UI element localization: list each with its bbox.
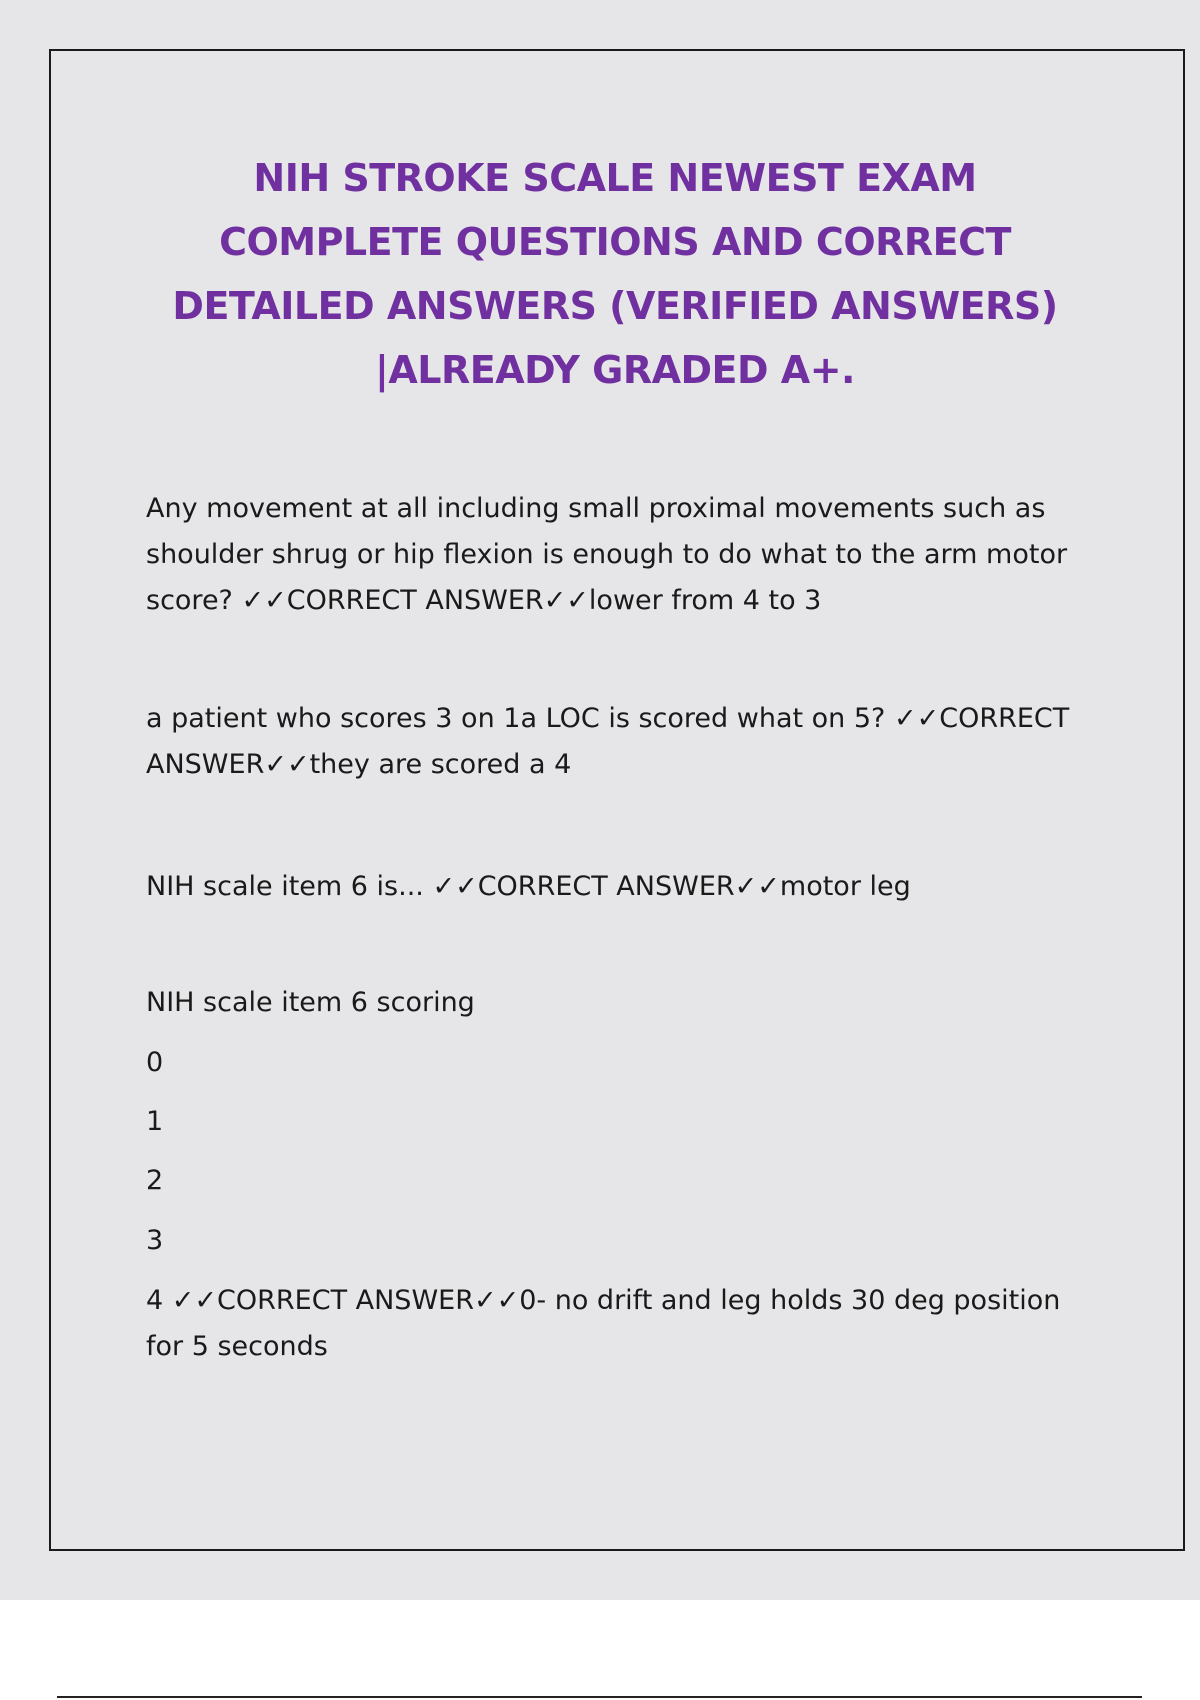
correct-answer-marker: ✓✓CORRECT ANSWER✓✓ [432,871,780,902]
scoring-answer [146,1278,1096,1370]
qa-item-3 [146,864,1096,910]
footer-divider [57,1696,1142,1698]
answer-text: they are scored a 4 [309,749,572,780]
document-title: NIH STROKE SCALE NEWEST EXAM COMPLETE QUESTIONS AND CORRECT DETAILED ANSWERS (VERIFIED ANSWERS) |ALREADY GRADED A+. [172,156,1058,392]
answer-text: lower from 4 to 3 [588,585,822,616]
question-text: Any movement at all including small proximal movements such as shoulder shrug or hip flexion is enough to do what to the arm motor score? [146,493,1068,616]
question-text: NIH scale item 6 is... [146,871,424,902]
scoring-option: 3 [146,1225,164,1256]
scoring-option: 0 [146,1047,164,1078]
question-text: a patient who scores 3 on 1a LOC is scored what on 5? [146,703,886,734]
scoring-heading: NIH scale item 6 scoring [146,987,475,1018]
correct-answer-marker: ✓✓CORRECT ANSWER✓✓ [241,585,589,616]
answer-text: motor leg [779,871,911,902]
correct-answer-marker: ✓✓CORRECT ANSWER✓✓ [146,703,1070,780]
scoring-option: 1 [146,1106,164,1137]
answer-text: 0- no drift and leg holds 30 deg position for 5 seconds [146,1285,1061,1362]
correct-answer-marker: ✓✓CORRECT ANSWER✓✓ [171,1285,520,1316]
qa-item-2 [146,696,1096,788]
scoring-option: 2 [146,1165,164,1196]
qa-item-1 [146,486,1096,624]
scoring-option: 4 [146,1285,164,1316]
